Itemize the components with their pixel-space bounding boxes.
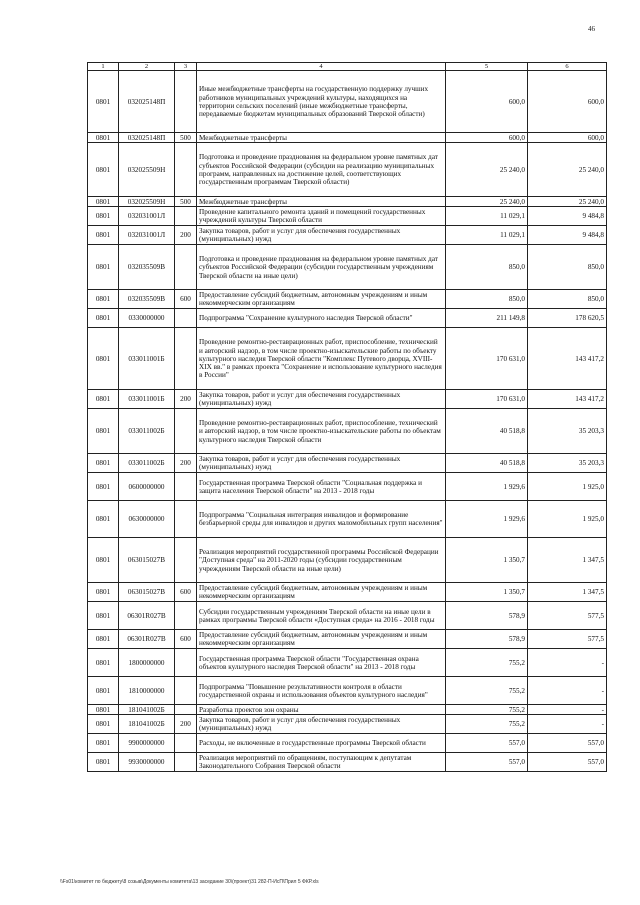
table-cell-c4: Расходы, не включенные в государственные программы Тверской области xyxy=(197,734,446,753)
table-cell-c2: 0630000000 xyxy=(119,501,175,538)
budget-table xyxy=(87,62,607,772)
table-cell-c5: 1 350,7 xyxy=(446,538,528,583)
table-row xyxy=(88,226,607,245)
table-cell-c1: 0801 xyxy=(88,602,119,630)
table-cell-c3 xyxy=(175,473,197,501)
table-cell-c5: 1 929,6 xyxy=(446,501,528,538)
table-cell-c5: 755,2 xyxy=(446,677,528,705)
table-row xyxy=(88,677,607,705)
table-cell-c3 xyxy=(175,328,197,390)
table-cell-c5: 600,0 xyxy=(446,71,528,133)
table-cell-c4: Подпрограмма "Повышение результативности контроля в области государственной охраны и использования объектов культурного наследия" xyxy=(197,677,446,705)
table-cell-c3 xyxy=(175,602,197,630)
table-cell-c1: 0801 xyxy=(88,583,119,602)
table-cell-c3 xyxy=(175,734,197,753)
table-row xyxy=(88,538,607,583)
table-cell-c2: 032025509Н xyxy=(119,143,175,197)
table-cell-c4: Субсидии государственным учреждениям Тверской области на иные цели в рамках программы Тверской области «Доступная среда» на 2016 - 2018 годы xyxy=(197,602,446,630)
table-cell-c1: 0801 xyxy=(88,207,119,226)
table-cell-c1: 0801 xyxy=(88,677,119,705)
table-row xyxy=(88,290,607,309)
table-cell-c1: 0801 xyxy=(88,71,119,133)
table-row xyxy=(88,197,607,207)
table-cell-c5: 755,2 xyxy=(446,705,528,715)
table-cell-c2: 032035509В xyxy=(119,290,175,309)
table-cell-c6: 1 347,5 xyxy=(528,538,607,583)
table-cell-c3: 200 xyxy=(175,454,197,473)
table-cell-c1: 0801 xyxy=(88,390,119,409)
table-row xyxy=(88,602,607,630)
table-cell-c3 xyxy=(175,705,197,715)
table-row xyxy=(88,715,607,734)
table-cell-c2: 033011002Б xyxy=(119,409,175,454)
table-row xyxy=(88,328,607,390)
table-cell-c3 xyxy=(175,409,197,454)
table-cell-c3: 500 xyxy=(175,197,197,207)
table-cell-c1: 0801 xyxy=(88,133,119,143)
table-cell-c6: 557,0 xyxy=(528,753,607,772)
file-path-footer: \\Fs01\комитет по бюджету\8 созыв\Документы комитета\13 заседание 30\(проект)31 282-П-ИсП\Прил 5 ФКР.xls xyxy=(60,879,319,885)
table-cell-c6: 25 240,0 xyxy=(528,143,607,197)
table-cell-c5: 755,2 xyxy=(446,649,528,677)
table-cell-c3: 600 xyxy=(175,583,197,602)
table-row xyxy=(88,630,607,649)
table-cell-c3: 200 xyxy=(175,715,197,734)
table-cell-c3 xyxy=(175,538,197,583)
table-cell-c6: 600,0 xyxy=(528,71,607,133)
header-cell: 5 xyxy=(446,63,528,71)
table-cell-c4: Закупка товаров, работ и услуг для обеспечения государственных (муниципальных) нужд xyxy=(197,454,446,473)
table-cell-c6: 600,0 xyxy=(528,133,607,143)
table-row xyxy=(88,583,607,602)
table-cell-c5: 1 929,6 xyxy=(446,473,528,501)
table-row xyxy=(88,390,607,409)
table-cell-c2: 1800000000 xyxy=(119,649,175,677)
table-cell-c2: 033011002Б xyxy=(119,454,175,473)
table-cell-c6: 35 203,3 xyxy=(528,454,607,473)
table-cell-c4: Реализация мероприятий государственной программы Российской Федерации "Доступная среда" на 2011-2020 годы (субсидии государственным учреждениям Тверской области на иные цели) xyxy=(197,538,446,583)
table-cell-c4: Закупка товаров, работ и услуг для обеспечения государственных (муниципальных) нужд xyxy=(197,226,446,245)
table-row xyxy=(88,734,607,753)
header-cell: 6 xyxy=(528,63,607,71)
table-cell-c3 xyxy=(175,677,197,705)
table-cell-c6: 557,0 xyxy=(528,734,607,753)
table-header-row xyxy=(88,63,607,71)
table-cell-c4: Предоставление субсидий бюджетным, автономным учреждениям и иным некоммерческим организациям xyxy=(197,583,446,602)
table-cell-c5: 600,0 xyxy=(446,133,528,143)
table-cell-c5: 578,9 xyxy=(446,602,528,630)
table-cell-c5: 170 631,0 xyxy=(446,390,528,409)
table-cell-c3: 600 xyxy=(175,630,197,649)
table-cell-c5: 578,9 xyxy=(446,630,528,649)
table-cell-c4: Предоставление субсидий бюджетным, автономным учреждениям и иным некоммерческим организациям xyxy=(197,630,446,649)
table-cell-c2: 032031001Л xyxy=(119,226,175,245)
table-cell-c6: 850,0 xyxy=(528,290,607,309)
table-cell-c2: 0600000000 xyxy=(119,473,175,501)
table-cell-c4: Подпрограмма "Сохранение культурного наследия Тверской области" xyxy=(197,309,446,328)
table-cell-c2: 063015027В xyxy=(119,538,175,583)
table-cell-c1: 0801 xyxy=(88,538,119,583)
table-row xyxy=(88,753,607,772)
table-cell-c2: 032031001Л xyxy=(119,207,175,226)
table-row xyxy=(88,143,607,197)
table-cell-c3 xyxy=(175,71,197,133)
table-cell-c2: 032025148П xyxy=(119,71,175,133)
table-cell-c6: 1 925,0 xyxy=(528,501,607,538)
table-cell-c6: 9 484,8 xyxy=(528,226,607,245)
table-cell-c2: 181041002Б xyxy=(119,705,175,715)
table-cell-c4: Межбюджетные трансферты xyxy=(197,197,446,207)
table-cell-c4: Подготовка и проведение празднования на федеральном уровне памятных дат субъектов Российской Федерации (субсидии на реализацию муниципальных программ, направленных на достижение целей, соответствующих государственным программам Тверской области) xyxy=(197,143,446,197)
table-cell-c2: 063015027В xyxy=(119,583,175,602)
table-cell-c1: 0801 xyxy=(88,226,119,245)
table-cell-c2: 032025509Н xyxy=(119,197,175,207)
table-cell-c3 xyxy=(175,143,197,197)
table-cell-c6: 35 203,3 xyxy=(528,409,607,454)
header-cell: 1 xyxy=(88,63,119,71)
table-cell-c5: 40 518,8 xyxy=(446,454,528,473)
table-row xyxy=(88,649,607,677)
table-cell-c4: Закупка товаров, работ и услуг для обеспечения государственных (муниципальных) нужд xyxy=(197,390,446,409)
table-row xyxy=(88,71,607,133)
header-cell: 3 xyxy=(175,63,197,71)
table-cell-c1: 0801 xyxy=(88,454,119,473)
table-cell-c6: 25 240,0 xyxy=(528,197,607,207)
table-cell-c1: 0801 xyxy=(88,143,119,197)
table-cell-c4: Межбюджетные трансферты xyxy=(197,133,446,143)
table-cell-c5: 755,2 xyxy=(446,715,528,734)
table-cell-c4: Реализация мероприятий по обращениям, поступающим к депутатам Законодательного Собрания Тверской области xyxy=(197,753,446,772)
table-row xyxy=(88,501,607,538)
table-cell-c5: 11 029,1 xyxy=(446,207,528,226)
table-row xyxy=(88,454,607,473)
table-cell-c1: 0801 xyxy=(88,715,119,734)
table-cell-c2: 1810000000 xyxy=(119,677,175,705)
table-cell-c6: - xyxy=(528,677,607,705)
table-cell-c1: 0801 xyxy=(88,245,119,290)
table-cell-c5: 850,0 xyxy=(446,245,528,290)
table-cell-c1: 0801 xyxy=(88,734,119,753)
table-cell-c5: 170 631,0 xyxy=(446,328,528,390)
table-cell-c1: 0801 xyxy=(88,328,119,390)
table-cell-c1: 0801 xyxy=(88,705,119,715)
table-cell-c1: 0801 xyxy=(88,753,119,772)
table-cell-c2: 033011001Б xyxy=(119,390,175,409)
table-cell-c5: 850,0 xyxy=(446,290,528,309)
table-cell-c5: 557,0 xyxy=(446,734,528,753)
table-cell-c5: 557,0 xyxy=(446,753,528,772)
table-cell-c6: 1 925,0 xyxy=(528,473,607,501)
table-cell-c3: 500 xyxy=(175,133,197,143)
table-cell-c5: 40 518,8 xyxy=(446,409,528,454)
table-row xyxy=(88,133,607,143)
table-cell-c3 xyxy=(175,501,197,538)
table-cell-c4: Иные межбюджетные трансферты на государственную поддержку лучших работников муниципальных учреждений культуры, находящихся на территории сельских поселений (иные межбюджетные трансферты, передаваемые бюджетам муниципальных образований Тверской области) xyxy=(197,71,446,133)
table-cell-c5: 1 350,7 xyxy=(446,583,528,602)
table-cell-c3 xyxy=(175,649,197,677)
header-cell: 4 xyxy=(197,63,446,71)
table-cell-c4: Проведение капитального ремонта зданий и помещений государственных учреждений культуры Тверской области xyxy=(197,207,446,226)
table-cell-c1: 0801 xyxy=(88,409,119,454)
table-cell-c1: 0801 xyxy=(88,473,119,501)
table-cell-c1: 0801 xyxy=(88,501,119,538)
table-cell-c6: 143 417,2 xyxy=(528,328,607,390)
table-cell-c4: Государственная программа Тверской области "Государственная охрана объектов культурного наследия Тверской области" на 2013 - 2018 годы xyxy=(197,649,446,677)
table-cell-c2: 06301R027В xyxy=(119,602,175,630)
table-cell-c6: 577,5 xyxy=(528,602,607,630)
table-cell-c4: Предоставление субсидий бюджетным, автономным учреждениям и иным некоммерческим организациям xyxy=(197,290,446,309)
table-cell-c4: Проведение ремонтно-реставрационных работ, приспособление, технический и авторский надзор, в том числе проектно-изыскательские работы по объектам культурного наследия Тверской области xyxy=(197,409,446,454)
table-cell-c6: 9 484,8 xyxy=(528,207,607,226)
table-cell-c6: - xyxy=(528,649,607,677)
table-cell-c4: Разработка проектов зон охраны xyxy=(197,705,446,715)
table-row xyxy=(88,309,607,328)
header-cell: 2 xyxy=(119,63,175,71)
table-cell-c2: 032025148П xyxy=(119,133,175,143)
table-cell-c2: 9900000000 xyxy=(119,734,175,753)
table-row xyxy=(88,409,607,454)
table-cell-c5: 11 029,1 xyxy=(446,226,528,245)
table-cell-c2: 06301R027В xyxy=(119,630,175,649)
table-cell-c6: 1 347,5 xyxy=(528,583,607,602)
table-cell-c3: 200 xyxy=(175,390,197,409)
table-cell-c4: Подпрограмма "Социальная интеграция инвалидов и формирование безбарьерной среды для инвалидов и других маломобильных групп населения" xyxy=(197,501,446,538)
table-cell-c2: 9930000000 xyxy=(119,753,175,772)
page-number: 46 xyxy=(588,25,595,33)
table-cell-c6: 178 620,5 xyxy=(528,309,607,328)
table-cell-c6: - xyxy=(528,715,607,734)
table-cell-c1: 0801 xyxy=(88,649,119,677)
table-cell-c3 xyxy=(175,207,197,226)
table-cell-c6: 143 417,2 xyxy=(528,390,607,409)
table-cell-c4: Государственная программа Тверской области "Социальная поддержка и защита населения Тверской области" на 2013 - 2018 годы xyxy=(197,473,446,501)
table-row xyxy=(88,207,607,226)
table-cell-c3 xyxy=(175,245,197,290)
table-cell-c6: 850,0 xyxy=(528,245,607,290)
table-cell-c5: 211 149,8 xyxy=(446,309,528,328)
table-cell-c1: 0801 xyxy=(88,309,119,328)
table-cell-c3: 600 xyxy=(175,290,197,309)
table-cell-c5: 25 240,0 xyxy=(446,143,528,197)
table-cell-c2: 0330000000 xyxy=(119,309,175,328)
table-cell-c5: 25 240,0 xyxy=(446,197,528,207)
table-cell-c2: 033011001Б xyxy=(119,328,175,390)
table-cell-c3 xyxy=(175,753,197,772)
table-cell-c3 xyxy=(175,309,197,328)
table-cell-c1: 0801 xyxy=(88,197,119,207)
table-cell-c1: 0801 xyxy=(88,630,119,649)
table-cell-c6: 577,5 xyxy=(528,630,607,649)
table-cell-c2: 032035509В xyxy=(119,245,175,290)
table-cell-c2: 181041002Б xyxy=(119,715,175,734)
table-row xyxy=(88,705,607,715)
table-row xyxy=(88,245,607,290)
table-row xyxy=(88,473,607,501)
table-cell-c1: 0801 xyxy=(88,290,119,309)
table-cell-c4: Подготовка и проведение празднования на федеральном уровне памятных дат субъектов Российской Федерации (субсидии государственным учреждениям Тверской области на иные цели) xyxy=(197,245,446,290)
table-cell-c4: Закупка товаров, работ и услуг для обеспечения государственных (муниципальных) нужд xyxy=(197,715,446,734)
table-cell-c3: 200 xyxy=(175,226,197,245)
table-cell-c6: - xyxy=(528,705,607,715)
table-cell-c4: Проведение ремонтно-реставрационных работ, приспособление, технический и авторский надзор, в том числе проектно-изыскательские работы по объекту культурного наследия Тверской области "Комплекс Путевого дворца, XVIII-XIX вв." в рамках проекта "Сохранение и использование культурного наследия в России" xyxy=(197,328,446,390)
